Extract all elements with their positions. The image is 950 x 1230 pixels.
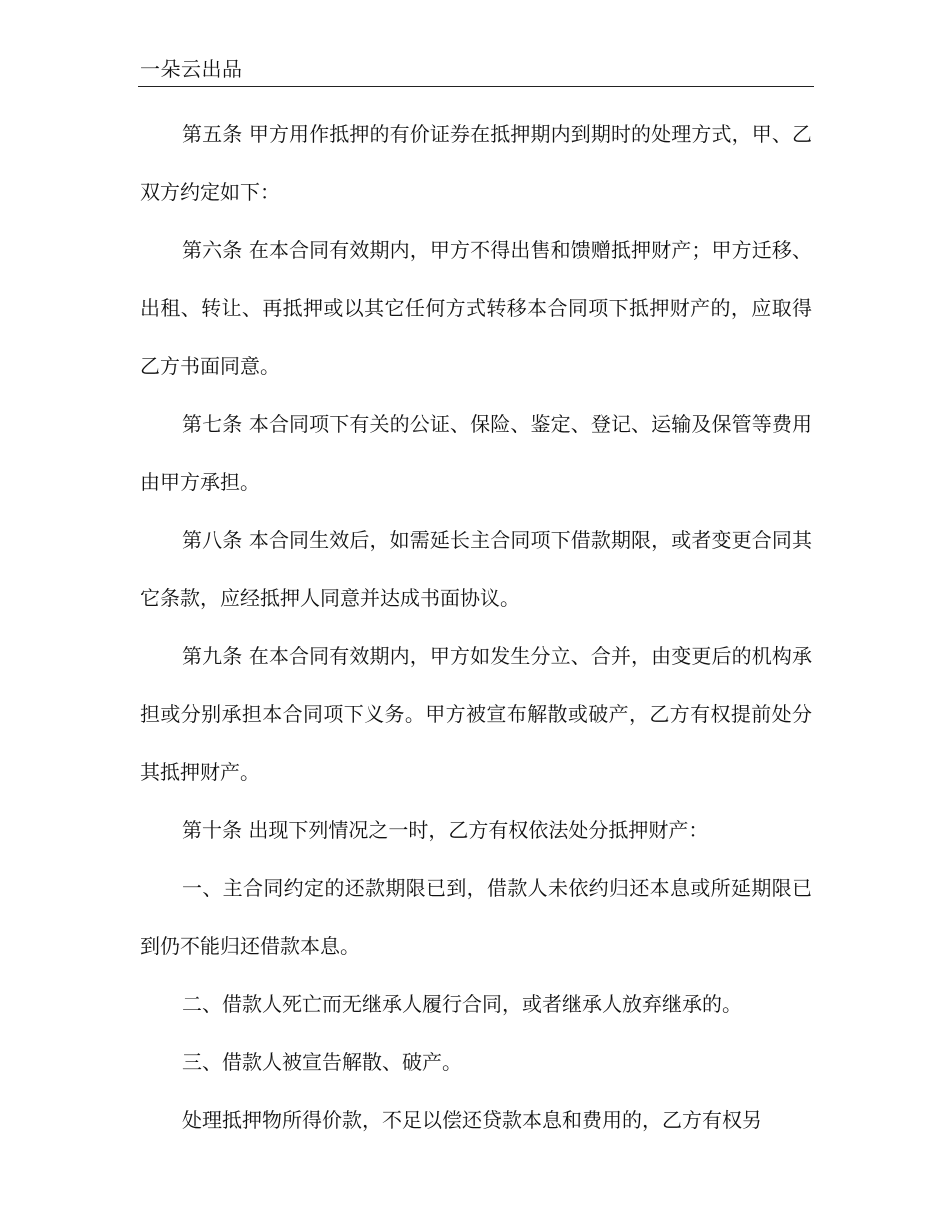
- proceeds-paragraph: 处理抵押物所得价款，不足以偿还贷款本息和费用的，乙方有权另: [182, 1108, 762, 1132]
- article-7-paragraph: 第七条 本合同项下有关的公证、保险、鉴定、登记、运输及保管等费用由甲方承担。: [140, 412, 812, 494]
- article-8-paragraph: 第八条 本合同生效后，如需延长主合同项下借款期限，或者变更合同其它条款，应经抵押人同意并达成书面协议。: [140, 528, 812, 610]
- condition-2-paragraph: 二、借款人死亡而无继承人履行合同，或者继承人放弃继承的。: [182, 992, 742, 1016]
- contract-body: [140, 105, 812, 1149]
- article-10-paragraph: 第十条 出现下列情况之一时，乙方有权依法处分抵押财产：: [182, 818, 709, 842]
- condition-3-paragraph: 三、借款人被宣告解散、破产。: [182, 1050, 462, 1074]
- condition-1-paragraph: 一、主合同约定的还款期限已到，借款人未依约归还本息或所延期限已到仍不能归还借款本息。: [140, 876, 812, 958]
- article-9-paragraph: 第九条 在本合同有效期内，甲方如发生分立、合并，由变更后的机构承担或分别承担本合同项下义务。甲方被宣布解散或破产，乙方有权提前处分其抵押财产。: [140, 644, 812, 784]
- article-5-paragraph: 第五条 甲方用作抵押的有价证券在抵押期内到期时的处理方式，甲、乙双方约定如下：: [140, 122, 812, 204]
- article-6-paragraph: 第六条 在本合同有效期内，甲方不得出售和馈赠抵押财产；甲方迁移、出租、转让、再抵押或以其它任何方式转移本合同项下抵押财产的，应取得乙方书面同意。: [140, 238, 812, 378]
- page-header: [138, 52, 814, 87]
- header-title: 一朵云出品: [140, 57, 243, 81]
